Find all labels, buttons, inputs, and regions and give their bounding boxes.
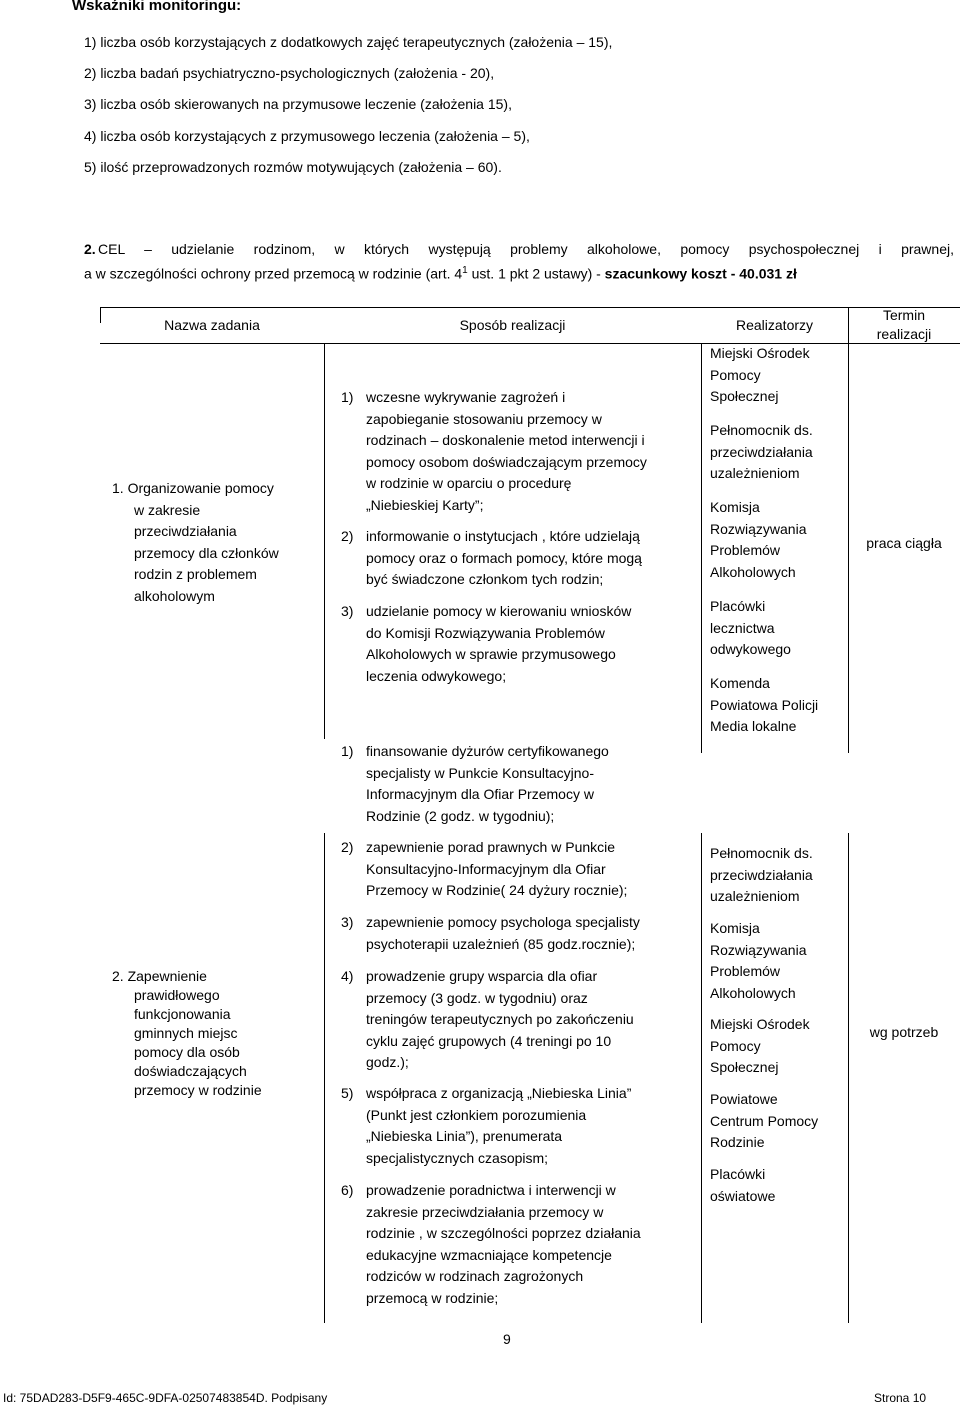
row2-item-5-number: 5) — [341, 1085, 354, 1101]
row1-term: praca ciągła — [866, 535, 942, 551]
section-goal — [84, 238, 954, 285]
row2-realizer-4-line: Powiatowe — [710, 1091, 778, 1107]
row2-realizer-2-line: Problemów — [710, 963, 781, 979]
row2-realizer-5 — [710, 1164, 845, 1207]
row2-item-1-line: finansowanie dyżurów certyfikowanego — [366, 743, 609, 759]
row2-item-6-line: rodziców w rodzinach zagrożonych — [366, 1268, 584, 1284]
row1-item-1-line: wczesne wykrywanie zagrożeń i — [366, 389, 566, 405]
row1-realizer-1-line: Miejski Ośrodek — [710, 345, 810, 361]
row2-item-6-number: 6) — [341, 1182, 354, 1198]
row2-item-4-line: przemocy (3 godz. w tygodniu) oraz — [366, 989, 588, 1006]
footer-document-id: Id: 75DAD283-D5F9-465C-9DFA-02507483854D. Podpisany — [3, 1391, 328, 1405]
row2-realizer-2-line: Komisja — [710, 920, 760, 936]
header-realizers: Realizatorzy — [735, 317, 814, 333]
header-task: Nazwa zadania — [164, 317, 260, 333]
table-top-border — [100, 307, 960, 308]
row1-item-1-line: rodzinach – doskonalenie metod interwencji i — [366, 432, 645, 448]
row2-item-6-line: przemocą w rodzinie; — [366, 1289, 499, 1306]
row2-item-3-line: zapewnienie pomocy psychologa specjalisty — [366, 914, 640, 930]
row2-item-5-line: współpraca z organizacją „Niebieska Linia” — [366, 1085, 632, 1101]
row2-task — [112, 967, 322, 1100]
row2-task-line-6: przemocy w rodzinie — [134, 1082, 262, 1098]
row2-realizer-4 — [710, 1089, 845, 1154]
row2-item-5-line: „Niebieska Linia”), prenumerata — [366, 1128, 563, 1144]
row2-realizer-3-line: Miejski Ośrodek — [710, 1016, 810, 1032]
row1-item-2-line: informowanie o instytucjach , które udzielają — [366, 528, 640, 544]
table-divider-1b — [324, 833, 325, 1323]
indicator-5: 5) ilość przeprowadzonych rozmów motywujących (założenia – 60). — [84, 159, 502, 175]
row1-item-1-line: zapobieganie stosowaniu przemocy w — [366, 410, 602, 427]
row1-task-line-1: w zakresie — [134, 501, 201, 518]
row1-item-1-line: „Niebieskiej Karty”; — [366, 496, 484, 513]
table-divider-1a — [324, 343, 325, 739]
row2-item-5-line: (Punkt jest członkiem porozumienia — [366, 1106, 587, 1123]
row2-item-1-line: Informacyjnym dla Ofiar Przemocy w — [366, 786, 594, 802]
row2-realizer-1 — [710, 843, 845, 908]
row2-item-5-line: specjalistycznych czasopism; — [366, 1149, 549, 1166]
indicator-2: 2) liczba badań psychiatryczno-psychologicznych (założenia - 20), — [84, 65, 495, 81]
row2-item-4-line: prowadzenie grupy wsparcia dla ofiar — [366, 968, 598, 984]
monitoring-heading: Wskaźniki monitoringu: — [72, 0, 242, 14]
row1-realizer-3 — [710, 497, 845, 583]
table-divider-2a — [701, 343, 702, 753]
header-method: Sposób realizacji — [459, 317, 566, 333]
row1-realizer-2-line: przeciwdziałania — [710, 443, 813, 460]
table-divider-3b — [848, 833, 849, 1323]
row2-item-6-line: zakresie przeciwdziałania przemocy w — [366, 1203, 604, 1220]
row1-task-line-3: przemocy dla członków — [134, 544, 279, 561]
row2-realizer-1-line: Pełnomocnik ds. — [710, 845, 813, 861]
table-divider-2b — [701, 833, 702, 1323]
row1-item-3-line: do Komisji Rozwiązywania Problemów — [366, 624, 605, 641]
row2-realizer-5-line: Placówki — [710, 1166, 766, 1182]
section-line-1: CEL – udzielanie rodzinom, w których występują problemy alkoholowe, pomocy psychospołecznej i prawnej, — [98, 241, 954, 257]
row2-realizer-3-line: Pomocy — [710, 1037, 761, 1054]
row2-realizer-2-line: Alkoholowych — [710, 984, 796, 1001]
row1-realizer-1 — [710, 343, 845, 408]
row2-realizer-3 — [710, 1014, 845, 1079]
row2-item-6-line: edukacyjne wzmacniające kompetencje — [366, 1246, 612, 1263]
row1-item-2-line: być świadczone członkom tych rodzin; — [366, 571, 604, 587]
row1-item-3-line: leczenia odwykowego; — [366, 667, 507, 684]
row2-item-1-number: 1) — [341, 743, 354, 759]
row2-task-line-1: prawidłowego — [134, 987, 220, 1003]
section-number: 2. — [84, 241, 96, 257]
row1-realizer-2-line: uzależnieniom — [710, 465, 800, 481]
row2-item-3-number: 3) — [341, 914, 354, 930]
row1-task-first: 1. Organizowanie pomocy — [112, 480, 274, 496]
row1-realizer-4-line: lecznictwa — [710, 619, 775, 636]
section-line-2a: a w szczególności ochrony przed przemocą w rodzinie (art. 4 — [84, 265, 463, 282]
row2-task-first: 2. Zapewnienie — [112, 968, 207, 984]
indicator-1: 1) liczba osób korzystających z dodatkowych zajęć terapeutycznych (założenia – 15), — [84, 34, 613, 50]
row1-item-3-number: 3) — [341, 603, 354, 619]
row1-realizer-5-line: Media lokalne — [710, 718, 797, 734]
row2-term: wg potrzeb — [869, 1024, 939, 1040]
row2-item-4-line: cyklu zajęć grupowych (4 treningi po 10 — [366, 1032, 612, 1049]
row2-item-2-number: 2) — [341, 839, 354, 855]
row1-item-1-number: 1) — [341, 389, 354, 405]
row1-task-line-5: alkoholowym — [134, 587, 215, 604]
row1-realizer-3-line: Rozwiązywania — [710, 520, 807, 537]
row2-item-2-line: Konsultacyjno-Informacyjnym dla Ofiar — [366, 860, 606, 877]
row2-item-2-line: Przemocy w Rodzinie( 24 dyżury rocznie); — [366, 882, 628, 898]
row1-item-3-line: Alkoholowych w sprawie przymusowego — [366, 646, 616, 662]
header-term — [848, 306, 960, 344]
row1-realizer-3-line: Komisja — [710, 499, 760, 515]
row2-item-4-line: godz.); — [366, 1054, 409, 1070]
row2-item-4-number: 4) — [341, 968, 354, 984]
page-number: 9 — [503, 1331, 511, 1347]
row2-realizer-1-line: uzależnieniom — [710, 888, 800, 904]
row1-task-line-4: rodzin z problemem — [134, 566, 257, 582]
row2-realizer-2-line: Rozwiązywania — [710, 941, 807, 958]
footer-page: Strona 10 — [874, 1391, 927, 1405]
row1-item-2-line: pomocy oraz o formach pomocy, które mogą — [366, 549, 642, 566]
row2-item-3-line: psychoterapii uzależnień (85 godz.rocznie); — [366, 935, 636, 952]
row1-realizer-3-line: Alkoholowych — [710, 563, 796, 580]
row1-task-line-2: przeciwdziałania — [134, 523, 237, 539]
row1-realizer-2 — [710, 420, 845, 485]
row2-item-1-line: Rodzinie (2 godz. w tygodniu); — [366, 807, 555, 824]
row2-realizer-5-line: oświatowe — [710, 1187, 776, 1204]
row1-item-3-line: udzielanie pomocy w kierowaniu wniosków — [366, 603, 632, 619]
row2-task-line-4: pomocy dla osób — [134, 1044, 240, 1060]
section-line-2b: ust. 1 pkt 2 ustawy) - — [467, 265, 605, 282]
row2-item-4-line: treningów terapeutycznych po zakończeniu — [366, 1011, 634, 1027]
row1-realizer-4 — [710, 596, 845, 661]
row2-realizer-4-line: Rodzinie — [710, 1134, 765, 1150]
row1-realizer-5 — [710, 673, 845, 738]
row1-realizer-5-line: Komenda — [710, 675, 770, 691]
row1-item-2-number: 2) — [341, 528, 354, 544]
row1-realizer-1-line: Społecznej — [710, 388, 779, 404]
header-term-line-2: realizacji — [876, 326, 932, 342]
row2-item-6-line: prowadzenie poradnictwa i interwencji w — [366, 1182, 616, 1198]
table-divider-3a — [848, 307, 849, 753]
row2-realizer-2 — [710, 918, 845, 1004]
row1-realizer-5-line: Powiatowa Policji — [710, 696, 819, 713]
row1-realizer-3-line: Problemów — [710, 542, 781, 558]
row2-realizer-4-line: Centrum Pomocy — [710, 1112, 819, 1129]
row2-task-line-5: doświadczających — [134, 1063, 247, 1079]
row1-realizer-2-line: Pełnomocnik ds. — [710, 422, 813, 438]
row2-item-1-line: specjalisty w Punkcie Konsultacyjno- — [366, 764, 594, 781]
row2-task-line-2: funkcjonowania — [134, 1006, 231, 1022]
estimated-cost: szacunkowy koszt - 40.031 zł — [604, 265, 797, 282]
row2-realizer-1-line: przeciwdziałania — [710, 866, 813, 883]
row1-realizer-4-line: odwykowego — [710, 641, 791, 657]
row1-realizer-4-line: Placówki — [710, 598, 766, 614]
row1-task — [112, 478, 322, 607]
section-line-2-sup: 1 — [462, 265, 468, 276]
row2-task-line-3: gminnych miejsc — [134, 1025, 238, 1041]
row2-item-2-line: zapewnienie porad prawnych w Punkcie — [366, 839, 616, 855]
row2-item-6-line: rodzinie , w szczególności poprzez działania — [366, 1225, 641, 1241]
row1-realizer-1-line: Pomocy — [710, 366, 761, 383]
header-term-line-1: Termin — [882, 307, 925, 323]
row1-item-1-line: pomocy osobom doświadczającym przemocy — [366, 453, 647, 470]
indicator-3: 3) liczba osób skierowanych na przymusowe leczenie (założenia 15), — [84, 96, 512, 112]
indicator-4: 4) liczba osób korzystających z przymusowego leczenia (założenia – 5), — [84, 128, 530, 144]
row1-item-1-line: w rodzinie w oparciu o procedurę — [366, 475, 572, 491]
row2-realizer-3-line: Społecznej — [710, 1059, 779, 1075]
